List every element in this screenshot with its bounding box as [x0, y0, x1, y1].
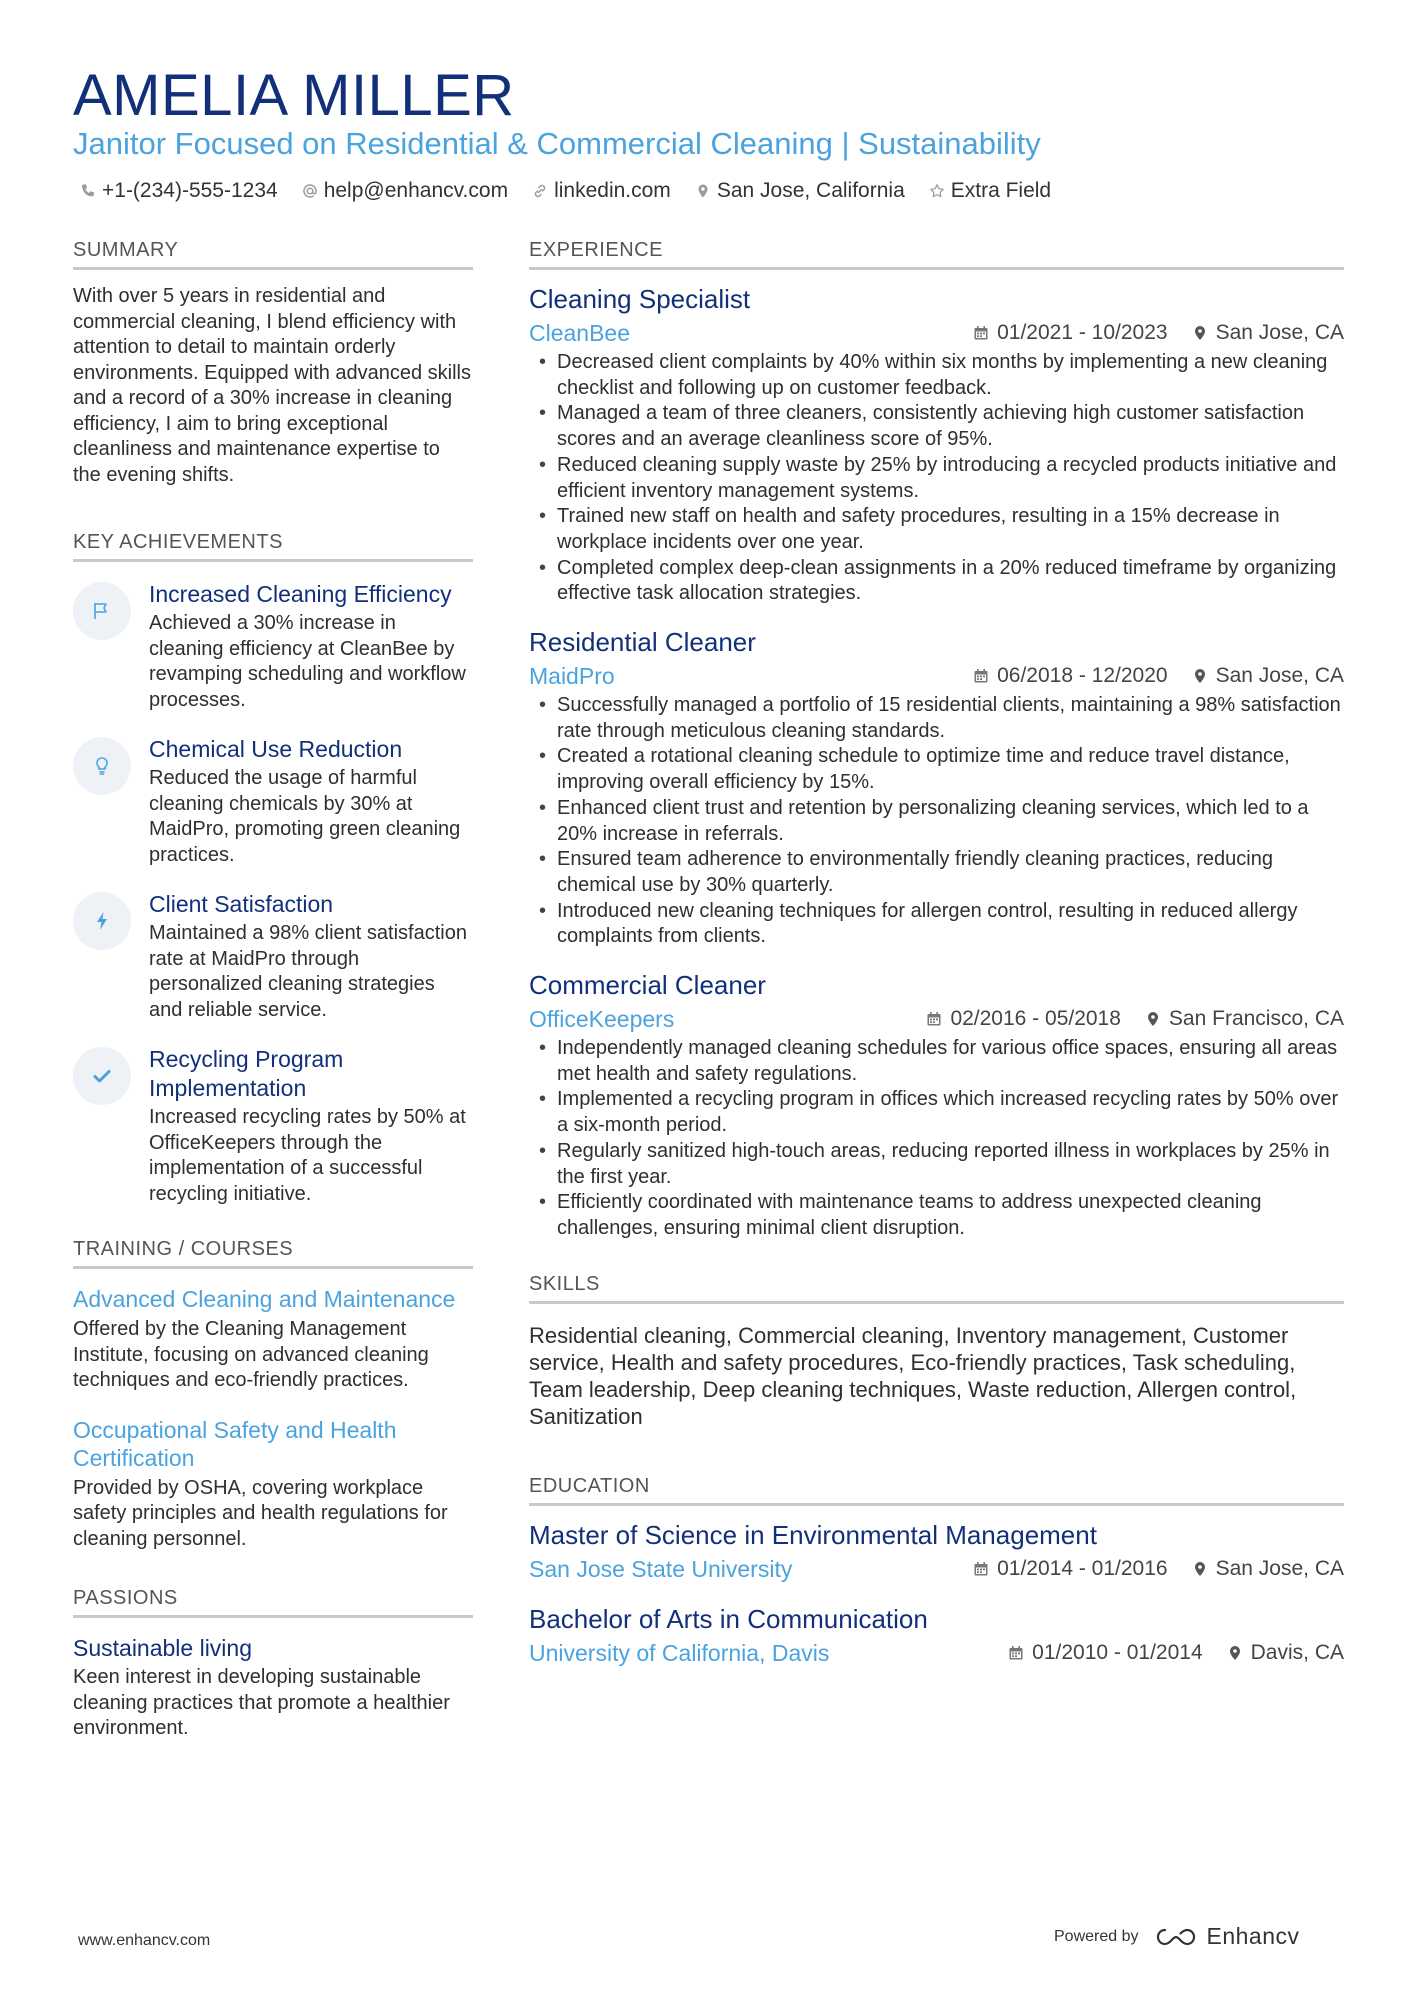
- date-range: [1008, 1641, 1202, 1665]
- education-meta: [529, 1636, 1344, 1670]
- bullet-item: • Reduced cleaning supply waste by 25% by introducing a recycled products initiative and efficient inventory management systems.: [529, 453, 1344, 504]
- education-heading: EDUCATION: [529, 1472, 1344, 1506]
- training-title: Advanced Cleaning and Maintenance: [73, 1286, 456, 1312]
- location-pin-icon: [1145, 1011, 1161, 1027]
- bullet-item: • Efficiently coordinated with maintenance teams to address unexpected cleaning challenges, ensuring minimal client disruption.: [529, 1190, 1344, 1241]
- bullet-item: • Enhanced client trust and retention by personalizing cleaning services, which led to a 20% increase in referrals.: [529, 796, 1344, 847]
- passion-title: Sustainable living: [73, 1635, 253, 1661]
- achievement-icon-wrap: [73, 582, 131, 640]
- job-location: [1145, 1007, 1344, 1031]
- dates-text: 06/2018 - 12/2020: [997, 664, 1168, 688]
- right-column: [529, 236, 1344, 1686]
- job-bullets: [529, 693, 1344, 950]
- passion-text: Keen interest in developing sustainable cleaning practices that promote a healthier environment.: [73, 1666, 450, 1739]
- education-section: [529, 1472, 1344, 1670]
- skills-section: [529, 1270, 1344, 1430]
- contact-bar: [80, 176, 1051, 206]
- achievement-title: Client Satisfaction: [149, 891, 334, 917]
- passions-heading: PASSIONS: [73, 1584, 473, 1618]
- contact-extra: [929, 176, 1051, 206]
- school-name: San Jose State University: [529, 1555, 793, 1582]
- degree-title: Bachelor of Arts in Communication: [529, 1603, 928, 1634]
- flag-icon: [91, 600, 113, 622]
- training-item: [73, 1285, 473, 1394]
- candidate-name: AMELIA MILLER: [73, 63, 515, 128]
- job-entry: [529, 968, 1344, 1242]
- extra-field-text: Extra Field: [950, 179, 1052, 202]
- date-range: [926, 1007, 1120, 1031]
- experience-section: [529, 236, 1344, 1242]
- star-icon: [929, 183, 945, 199]
- contact-linkedin[interactable]: [532, 176, 671, 206]
- location-text: San Jose, CA: [1215, 321, 1344, 344]
- training-section: [73, 1235, 473, 1552]
- summary-section: [73, 236, 473, 488]
- dates-text: 01/2010 - 01/2014: [1032, 1640, 1203, 1664]
- location-pin-icon: [1192, 668, 1208, 684]
- dates-text: 02/2016 - 05/2018: [950, 1007, 1121, 1031]
- at-icon: [302, 183, 318, 199]
- skills-heading: SKILLS: [529, 1270, 1344, 1304]
- education-location: [1192, 1557, 1344, 1581]
- job-meta: [529, 316, 1344, 350]
- job-meta: [529, 1002, 1344, 1036]
- job-bullets: [529, 1036, 1344, 1242]
- training-item: [73, 1416, 473, 1553]
- achievement-title: Increased Cleaning Efficiency: [149, 581, 452, 607]
- contact-email[interactable]: [302, 176, 508, 206]
- achievement-icon-wrap: [73, 1047, 131, 1105]
- job-entry: [529, 282, 1344, 607]
- experience-heading: EXPERIENCE: [529, 236, 1344, 270]
- calendar-icon: [973, 325, 989, 341]
- calendar-icon: [926, 1011, 942, 1027]
- bullet-item: • Implemented a recycling program in offices which increased recycling rates by 50% over a six-month period.: [529, 1087, 1344, 1138]
- job-meta: [529, 659, 1344, 693]
- achievement-text: Reduced the usage of harmful cleaning chemicals by 30% at MaidPro, promoting green cleaning practices.: [149, 767, 461, 866]
- lightning-icon: [91, 910, 113, 932]
- company-name: OfficeKeepers: [529, 1006, 675, 1033]
- achievement-title: Chemical Use Reduction: [149, 736, 403, 762]
- achievements-heading: KEY ACHIEVEMENTS: [73, 528, 473, 562]
- achievement-title: Recycling Program Implementation: [149, 1046, 344, 1101]
- headline: Janitor Focused on Residential & Commercial Cleaning | Sustainability: [73, 126, 1041, 161]
- location-text: San Jose, CA: [1215, 1556, 1344, 1580]
- location-text: Davis, CA: [1250, 1640, 1344, 1664]
- summary-heading: SUMMARY: [73, 236, 473, 270]
- link-icon: [532, 183, 548, 199]
- date-range: [973, 664, 1167, 688]
- calendar-icon: [973, 668, 989, 684]
- job-location: [1192, 321, 1344, 345]
- location-pin-icon: [1192, 325, 1208, 341]
- achievement-text: Increased recycling rates by 50% at OfficeKeepers through the implementation of a successful recycling initiative.: [149, 1106, 466, 1205]
- bullet-item: • Completed complex deep-clean assignments in a 20% reduced timeframe by organizing effective task allocation strategies.: [529, 556, 1344, 607]
- job-entry: [529, 625, 1344, 950]
- date-range: [973, 321, 1167, 345]
- contact-phone[interactable]: [80, 176, 278, 206]
- powered-by-text: Powered by: [1054, 1927, 1139, 1945]
- school-name: University of California, Davis: [529, 1639, 830, 1666]
- footer-branding: [1054, 1923, 1300, 1950]
- achievement-icon-wrap: [73, 737, 131, 795]
- achievement-text: Achieved a 30% increase in cleaning efficiency at CleanBee by revamping scheduling and workflow processes.: [149, 612, 466, 711]
- bullet-item: • Trained new staff on health and safety procedures, resulting in a 15% decrease in workplace incidents over one year.: [529, 504, 1344, 555]
- date-range: [973, 1557, 1167, 1581]
- linkedin-text: linkedin.com: [554, 179, 671, 202]
- location-text: San Jose, CA: [1215, 664, 1344, 688]
- bullet-item: • Managed a team of three cleaners, consistently achieving high customer satisfaction scores and an average cleanliness score of 95%.: [529, 401, 1344, 452]
- education-entry: [529, 1602, 1344, 1670]
- training-text: Offered by the Cleaning Management Institute, focusing on advanced cleaning techniques and eco-friendly practices.: [73, 1318, 429, 1391]
- dates-text: 01/2014 - 01/2016: [997, 1556, 1168, 1580]
- email-text: help@enhancv.com: [323, 179, 509, 202]
- achievement-item: [73, 580, 473, 713]
- calendar-icon: [1008, 1645, 1024, 1661]
- passions-section: [73, 1584, 473, 1742]
- education-meta: [529, 1552, 1344, 1586]
- bullet-item: • Decreased client complaints by 40% within six months by implementing a new cleaning checklist and following up on customer feedback.: [529, 350, 1344, 401]
- achievement-item: [73, 1045, 473, 1207]
- education-location: [1227, 1641, 1344, 1665]
- lightbulb-icon: [91, 755, 113, 777]
- brand-name: Enhancv: [1206, 1923, 1300, 1949]
- bullet-item: • Successfully managed a portfolio of 15 residential clients, maintaining a 98% satisfaction rate through meticulous cleaning standards.: [529, 693, 1344, 744]
- training-text: Provided by OSHA, covering workplace safety principles and health regulations for cleaning personnel.: [73, 1476, 448, 1550]
- education-entry: [529, 1518, 1344, 1586]
- left-column: [73, 236, 473, 1742]
- checkmark-icon: [91, 1065, 113, 1087]
- achievement-text: Maintained a 98% client satisfaction rate at MaidPro through personalized cleaning strategies and reliable service.: [149, 922, 467, 1021]
- training-title: Occupational Safety and Health Certification: [73, 1416, 397, 1471]
- bullet-item: • Regularly sanitized high-touch areas, reducing reported illness in workplaces by 25% in the first year.: [529, 1139, 1344, 1190]
- contact-location: [695, 176, 905, 206]
- company-name: MaidPro: [529, 663, 615, 690]
- achievement-item: [73, 890, 473, 1023]
- bullet-item: • Ensured team adherence to environmentally friendly cleaning practices, reducing chemical use by 30% quarterly.: [529, 847, 1344, 898]
- bullet-item: • Created a rotational cleaning schedule to optimize time and reduce travel distance, improving overall efficiency by 15%.: [529, 744, 1344, 795]
- achievement-icon-wrap: [73, 892, 131, 950]
- company-name: CleanBee: [529, 320, 631, 346]
- job-title: Commercial Cleaner: [529, 970, 766, 1001]
- achievements-section: [73, 528, 473, 1207]
- footer-website[interactable]: www.enhancv.com: [78, 1932, 211, 1949]
- summary-text: With over 5 years in residential and commercial cleaning, I blend efficiency with attention to detail to maintain orderly environments. Equipped with advanced skills and a record of a 30% increase in cleaning efficiency, I aim to bring exceptional cleanliness and maintenance expertise to the evening shifts.: [73, 285, 471, 486]
- location-pin-icon: [695, 183, 711, 199]
- location-pin-icon: [1192, 1561, 1208, 1577]
- brand-logo[interactable]: [1153, 1923, 1300, 1950]
- calendar-icon: [973, 1561, 989, 1577]
- job-title: Cleaning Specialist: [529, 284, 751, 314]
- degree-title: Master of Science in Environmental Management: [529, 1519, 1097, 1550]
- dates-text: 01/2021 - 10/2023: [997, 321, 1168, 344]
- phone-text: +1-(234)-555-1234: [102, 179, 278, 202]
- location-pin-icon: [1227, 1645, 1243, 1661]
- achievement-item: [73, 735, 473, 868]
- job-bullets: [529, 350, 1344, 607]
- infinity-logo-icon: [1153, 1925, 1199, 1949]
- bullet-item: • Introduced new cleaning techniques for allergen control, resulting in reduced allergy complaints from clients.: [529, 899, 1344, 950]
- location-text: San Jose, California: [716, 179, 905, 202]
- job-title: Residential Cleaner: [529, 627, 756, 658]
- job-location: [1192, 664, 1344, 688]
- location-text: San Francisco, CA: [1168, 1007, 1344, 1031]
- phone-icon: [80, 183, 96, 199]
- bullet-item: • Independently managed cleaning schedules for various office spaces, ensuring all areas met health and safety regulations.: [529, 1036, 1344, 1087]
- skills-text: Residential cleaning, Commercial cleaning, Inventory management, Customer service, Health and safety procedures, Eco-friendly practices, Task scheduling, Team leadership, Deep cleaning techniques, Waste reduction, Allergen control, Sanitization: [529, 1322, 1297, 1429]
- training-heading: TRAINING / COURSES: [73, 1235, 473, 1269]
- passion-item: [73, 1634, 473, 1742]
